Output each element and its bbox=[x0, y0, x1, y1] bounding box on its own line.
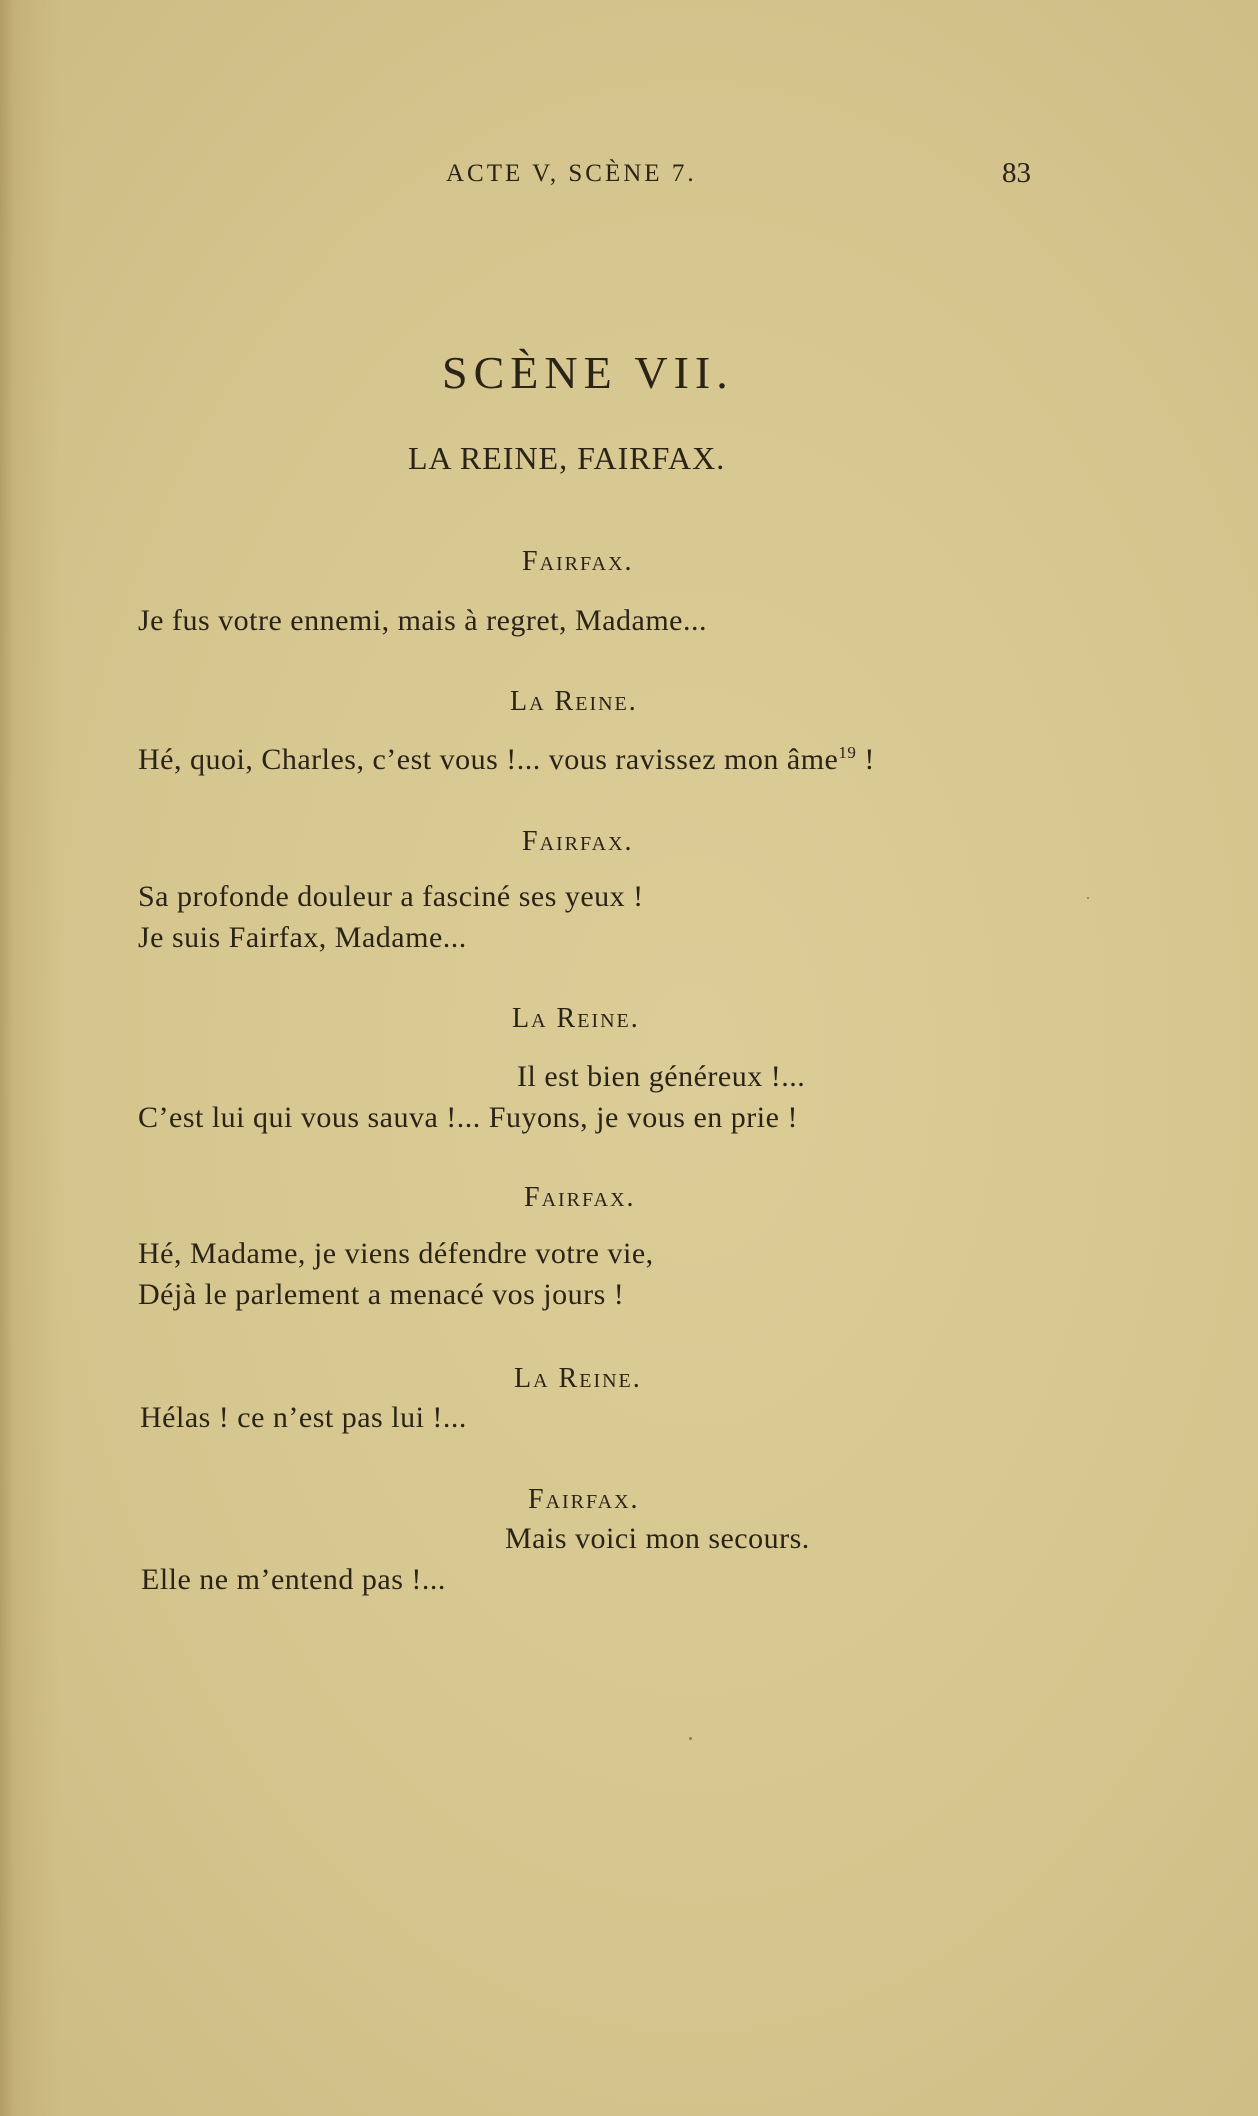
verse-line: Déjà le parlement a menacé vos jours ! bbox=[138, 1278, 625, 1311]
speaker-name: La Reine. bbox=[512, 1003, 640, 1034]
speaker-name: La Reine. bbox=[514, 1363, 642, 1394]
page-number: 83 bbox=[1002, 157, 1031, 189]
paper-speck bbox=[689, 1737, 692, 1740]
verse-line: Hélas ! ce n’est pas lui !... bbox=[140, 1401, 467, 1434]
verse-line: Je fus votre ennemi, mais à regret, Madame... bbox=[138, 604, 707, 637]
scene-characters: LA REINE, FAIRFAX. bbox=[408, 440, 726, 476]
running-header: ACTE V, SCÈNE 7. bbox=[446, 160, 697, 187]
speaker-name: Fairfax. bbox=[524, 1182, 636, 1213]
verse-line: Hé, Madame, je viens défendre votre vie, bbox=[138, 1237, 654, 1270]
verse-line bbox=[138, 743, 875, 777]
verse-line: Mais voici mon secours. bbox=[505, 1522, 810, 1555]
scene-title: SCÈNE VII. bbox=[442, 347, 734, 398]
verse-line: Elle ne m’entend pas !... bbox=[141, 1563, 446, 1596]
verse-line: C’est lui qui vous sauva !... Fuyons, je vous en prie ! bbox=[138, 1101, 798, 1134]
speaker-name: Fairfax. bbox=[528, 1484, 640, 1515]
speaker-name: Fairfax. bbox=[522, 546, 634, 577]
paper-speck bbox=[1087, 897, 1089, 899]
speaker-name: Fairfax. bbox=[522, 826, 634, 857]
verse-text: Hé, quoi, Charles, c’est vous !... vous ravissez mon âme bbox=[138, 743, 839, 776]
verse-line: Je suis Fairfax, Madame... bbox=[138, 921, 467, 954]
verse-punctuation: ! bbox=[856, 743, 875, 776]
verse-line: Sa profonde douleur a fasciné ses yeux ! bbox=[138, 880, 644, 913]
verse-line: Il est bien généreux !... bbox=[517, 1060, 806, 1093]
footnote-reference: 19 bbox=[838, 743, 857, 762]
speaker-name: La Reine. bbox=[510, 686, 638, 717]
